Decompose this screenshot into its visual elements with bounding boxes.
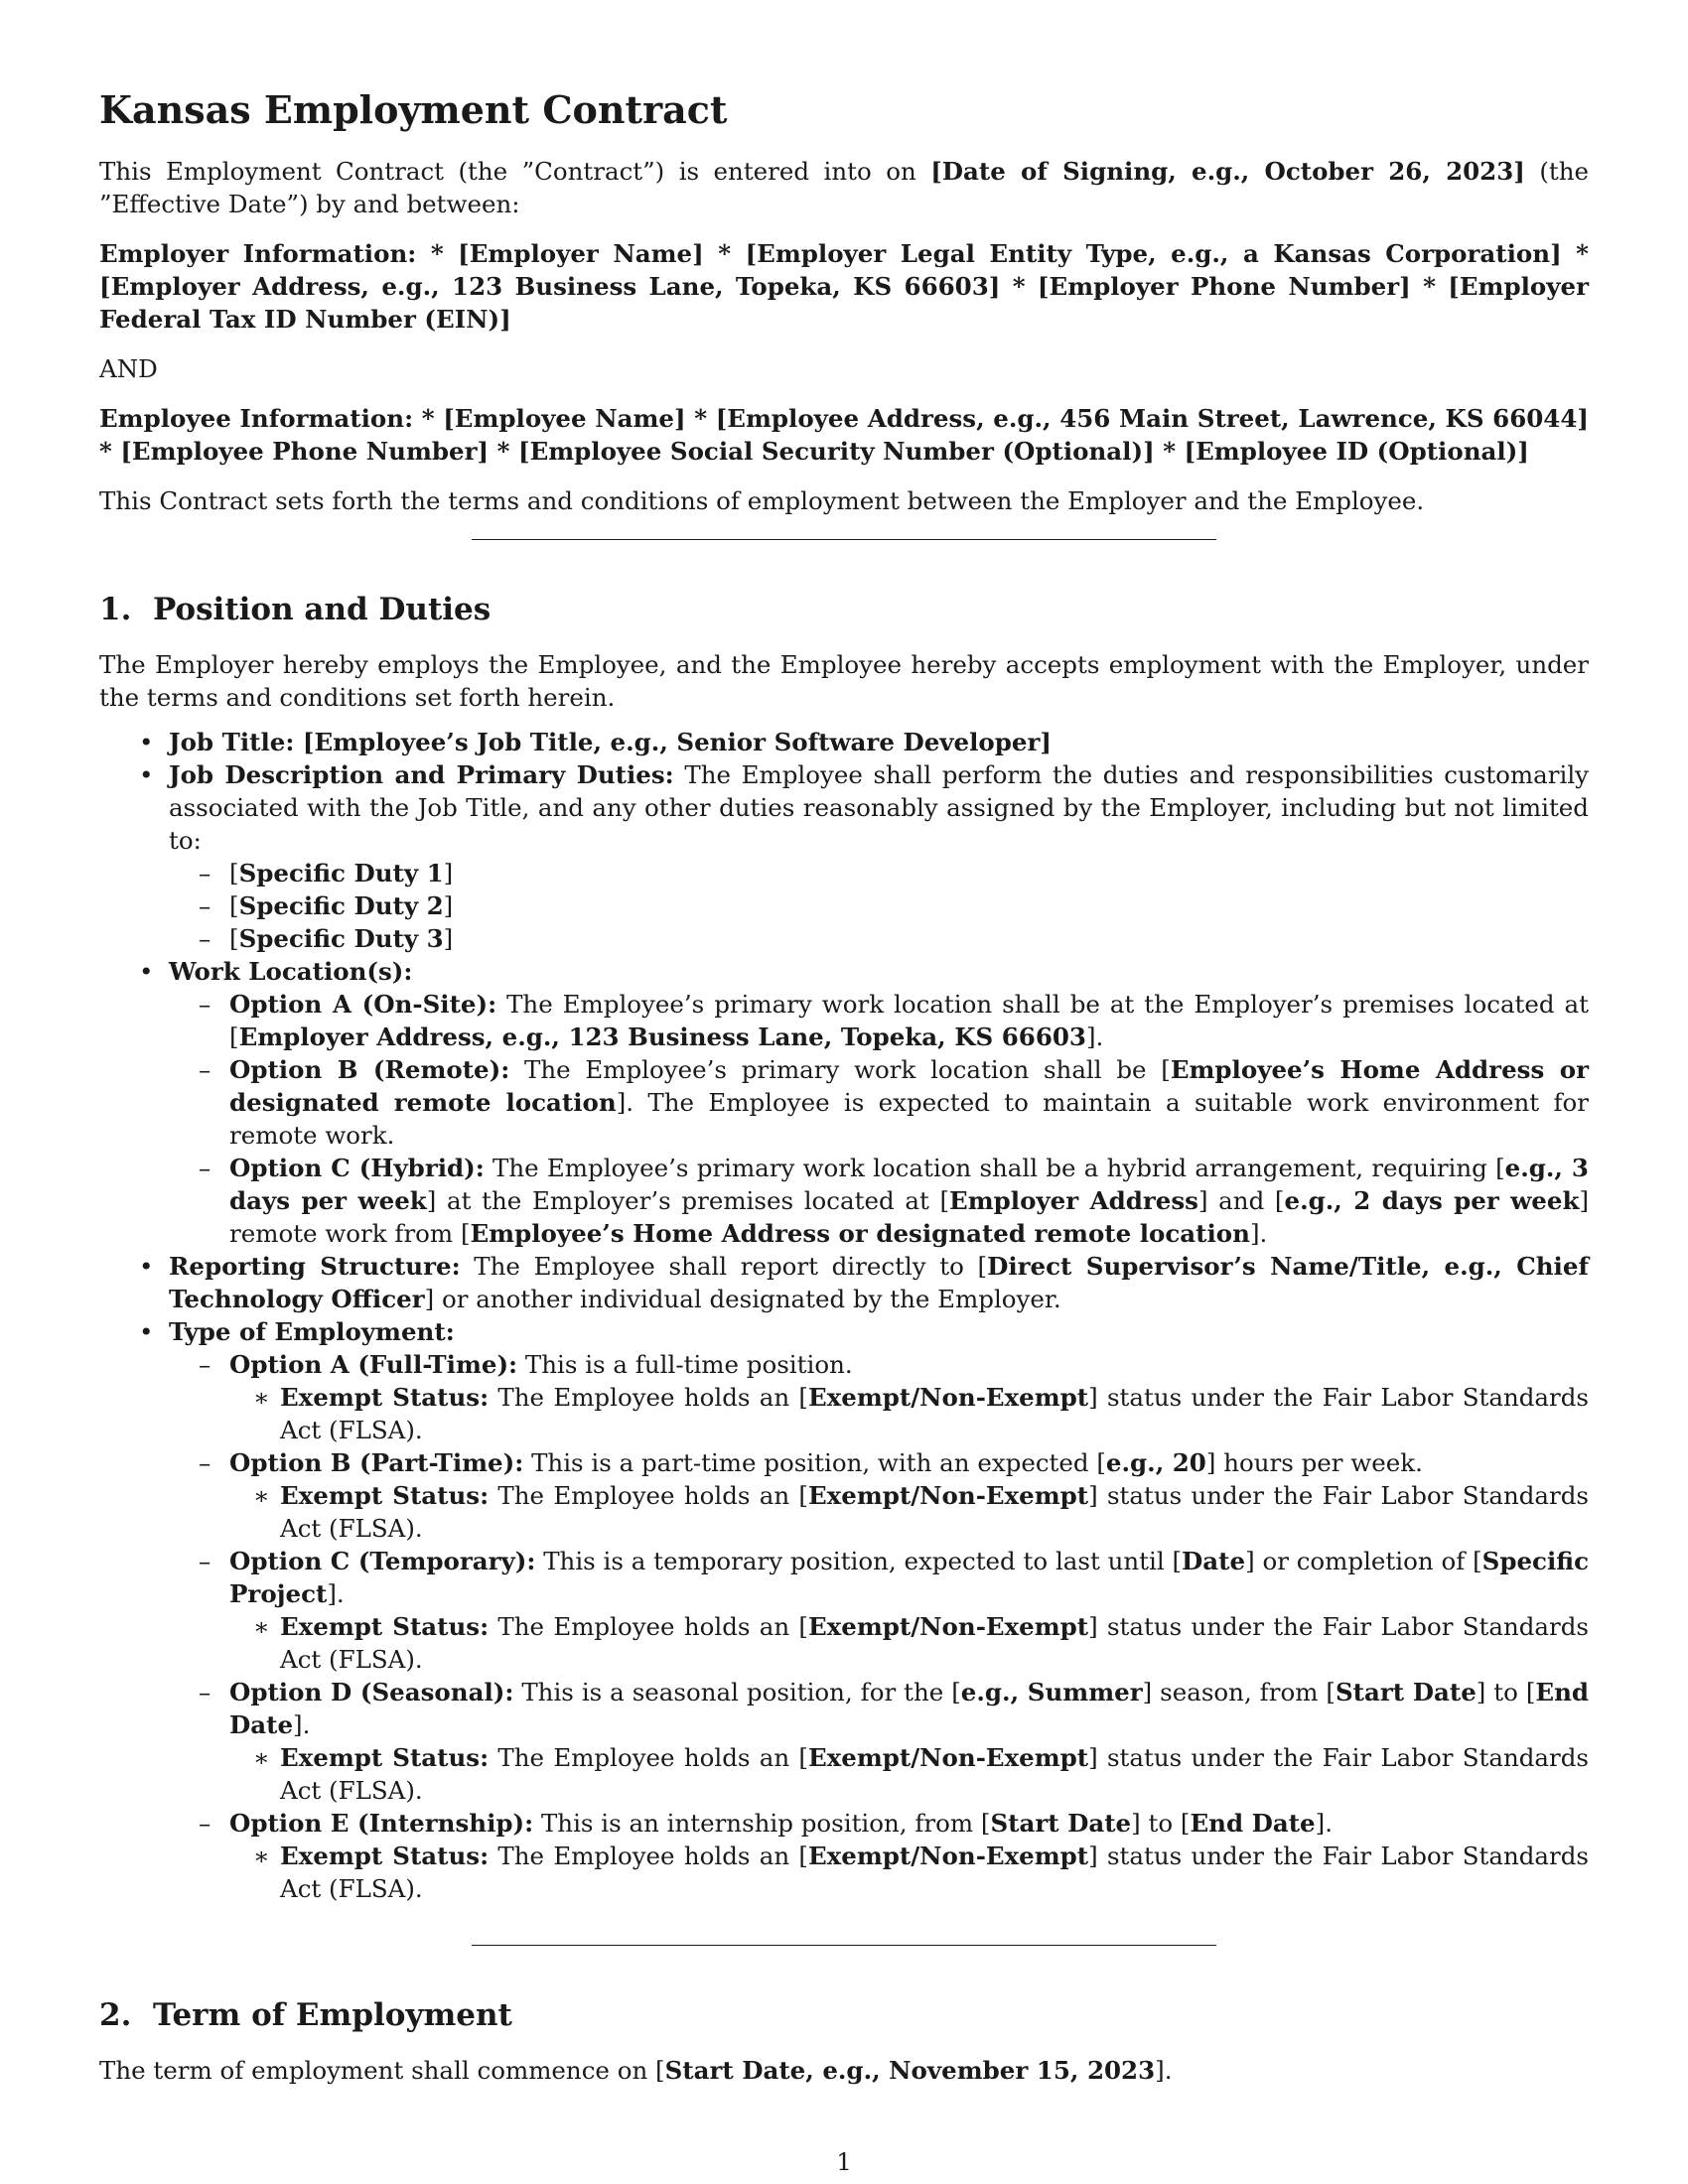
- date-of-signing-placeholder: [Date of Signing, e.g., October 26, 2023]: [930, 156, 1525, 186]
- location-option-remote: – Option B (Remote): The Employee’s primary work location shall be [Employee’s Home Address or designated remote location]. The Employee is expected to maintain a suitable work environment for remote work.: [169, 1053, 1589, 1152]
- employment-option-internship: – Option E (Internship): This is an internship position, from [Start Date] to [End Date]. ∗ Exempt Status: The Employee holds an [Exempt/Non-Exempt] status under the Fair Labor Standards Act (FLSA).: [169, 1807, 1589, 1905]
- duty-item: – [Specific Duty 2]: [169, 889, 1589, 922]
- duties-list: [169, 857, 1589, 955]
- job-description-item: • Job Description and Primary Duties: The Employee shall perform the duties and responsibilities customarily associated with the Job Title, and any other duties reasonably assigned by the Employer, including but not limited to: – [Specific Duty 1] – [Specific Duty 2] – [Specific Duty 3]: [99, 758, 1589, 955]
- work-location-options: [169, 988, 1589, 1250]
- horizontal-rule: [472, 1945, 1216, 1946]
- intro-paragraph: This Employment Contract (the ”Contract”) is entered into on [Date of Signing, e.g., October 26, 2023] (the ”Effective Date”) by and between:: [99, 156, 1589, 218]
- contract-terms-sentence: This Contract sets forth the terms and conditions of employment between the Employer and the Employee.: [99, 485, 1425, 515]
- employment-type-options: [169, 1348, 1589, 1905]
- employer-information: Employer Information: * [Employer Name] * [Employer Legal Entity Type, e.g., a Kansas Corporation] * [Employer Address, e.g., 123 Business Lane, Topeka, KS 66603] * [Employer Phone Number] * [Employer Federal Tax ID Number (EIN)]: [99, 238, 1589, 334]
- duty-item: – [Specific Duty 3]: [169, 922, 1589, 955]
- horizontal-rule: [472, 539, 1216, 540]
- job-title-item: • Job Title: [Employee’s Job Title, e.g., Senior Software Developer]: [99, 726, 1589, 758]
- section-2-text: The term of employment shall commence on [Start Date, e.g., November 15, 2023].: [99, 2055, 1173, 2085]
- employee-information: Employee Information: * [Employee Name] * [Employee Address, e.g., 456 Main Street, Lawrence, KS 66044] * [Employee Phone Number] * [Employee Social Security Number (Optional)] * [Employee ID (Optional)]: [99, 403, 1589, 466]
- work-location-item: • Work Location(s): – Option A (On-Site): The Employee’s primary work location shall be at the Employer’s premises located at [Employer Address, e.g., 123 Business Lane, Topeka, KS 66603]. – Option B (Remote): The Employee’s primary work location shall be [Employee’s Home Address or designated remote location]. The Employee is expected to maintain a suitable work environment for remote work. – Option C (Hybrid): The Employee’s primary work location shall be a hybrid arrangement, requiring [e.g., 3 days per week] at the Employer’s premises located at [Employer Address] and [e.g., 2 days per week] remote work from [Employee’s Home Address or designated remote location].: [99, 955, 1589, 1250]
- page-number: 1: [836, 2147, 852, 2176]
- exempt-status-item: ∗ Exempt Status: The Employee holds an [Exempt/Non-Exempt] status under the Fair Labor Standards Act (FLSA).: [229, 1479, 1589, 1545]
- exempt-status-item: ∗ Exempt Status: The Employee holds an [Exempt/Non-Exempt] status under the Fair Labor Standards Act (FLSA).: [229, 1741, 1589, 1807]
- employment-option-full-time: – Option A (Full-Time): This is a full-time position. ∗ Exempt Status: The Employee holds an [Exempt/Non-Exempt] status under the Fair Labor Standards Act (FLSA).: [169, 1348, 1589, 1446]
- location-option-onsite: – Option A (On-Site): The Employee’s primary work location shall be at the Employer’s premises located at [Employer Address, e.g., 123 Business Lane, Topeka, KS 66603].: [169, 988, 1589, 1053]
- type-of-employment-item: • Type of Employment: – Option A (Full-Time): This is a full-time position. ∗ Exempt Status: The Employee holds an [Exempt/Non-Exempt] status under the Fair Labor Standards Act (FLSA). – Option B (Part-Time): This is a part-time position, with an expected [e.g., 20] hours per week. ∗ Exempt Status: The Employee holds an [Exempt/Non-Exempt] status under the Fair Labor Standards Act (FLSA). – Option C (Temporary): This is a temporary position, expected to last until [Date] or completion of [Specific Project]. ∗ Exempt Status: The Employee holds an [Exempt/Non-Exempt] status under the Fair Labor Standards Act (FLSA). – Option D (Seasonal): This is a seasonal position, for the [e.g., Summer] season, from [Start Date] to [End Date]. ∗ Exempt Status: The Employee holds an [Exempt/Non-Exempt] status under the Fair Labor Standards Act (FLSA). – Option E (Internship): This is an internship position, from [Start Date] to [End Date]. ∗ Exempt Status: The Employee holds an [Exempt/Non-Exempt] status under the Fair Labor Standards Act (FLSA).: [99, 1315, 1589, 1905]
- employment-option-part-time: – Option B (Part-Time): This is a part-time position, with an expected [e.g., 20] hours per week. ∗ Exempt Status: The Employee holds an [Exempt/Non-Exempt] status under the Fair Labor Standards Act (FLSA).: [169, 1446, 1589, 1545]
- section-1-heading: 1. Position and Duties: [99, 591, 492, 627]
- reporting-structure-item: • Reporting Structure: The Employee shall report directly to [Direct Supervisor’s Name/Title, e.g., Chief Technology Officer] or another individual designated by the Employer.: [99, 1250, 1589, 1315]
- start-date-placeholder: Start Date, e.g., November 15, 2023: [664, 2055, 1156, 2085]
- employment-option-temporary: – Option C (Temporary): This is a temporary position, expected to last until [Date] or completion of [Specific Project]. ∗ Exempt Status: The Employee holds an [Exempt/Non-Exempt] status under the Fair Labor Standards Act (FLSA).: [169, 1545, 1589, 1676]
- section-2-heading: 2. Term of Employment: [99, 1996, 512, 2033]
- exempt-status-item: ∗ Exempt Status: The Employee holds an [Exempt/Non-Exempt] status under the Fair Labor Standards Act (FLSA).: [229, 1840, 1589, 1905]
- document-title: Kansas Employment Contract: [99, 87, 728, 132]
- section-1-list: [99, 726, 1589, 1905]
- exempt-status-item: ∗ Exempt Status: The Employee holds an [Exempt/Non-Exempt] status under the Fair Labor Standards Act (FLSA).: [229, 1610, 1589, 1676]
- section-1-intro: The Employer hereby employs the Employee, and the Employee hereby accepts employment with the Employer, under the terms and conditions set forth herein.: [99, 649, 1589, 712]
- employment-option-seasonal: – Option D (Seasonal): This is a seasonal position, for the [e.g., Summer] season, from [Start Date] to [End Date]. ∗ Exempt Status: The Employee holds an [Exempt/Non-Exempt] status under the Fair Labor Standards Act (FLSA).: [169, 1676, 1589, 1807]
- exempt-status-item: ∗ Exempt Status: The Employee holds an [Exempt/Non-Exempt] status under the Fair Labor Standards Act (FLSA).: [229, 1381, 1589, 1446]
- location-option-hybrid: – Option C (Hybrid): The Employee’s primary work location shall be a hybrid arrangement, requiring [e.g., 3 days per week] at the Employer’s premises located at [Employer Address] and [e.g., 2 days per week] remote work from [Employee’s Home Address or designated remote location].: [169, 1152, 1589, 1250]
- document-page: [99, 87, 1589, 2104]
- duty-item: – [Specific Duty 1]: [169, 857, 1589, 889]
- and-separator: AND: [99, 353, 158, 383]
